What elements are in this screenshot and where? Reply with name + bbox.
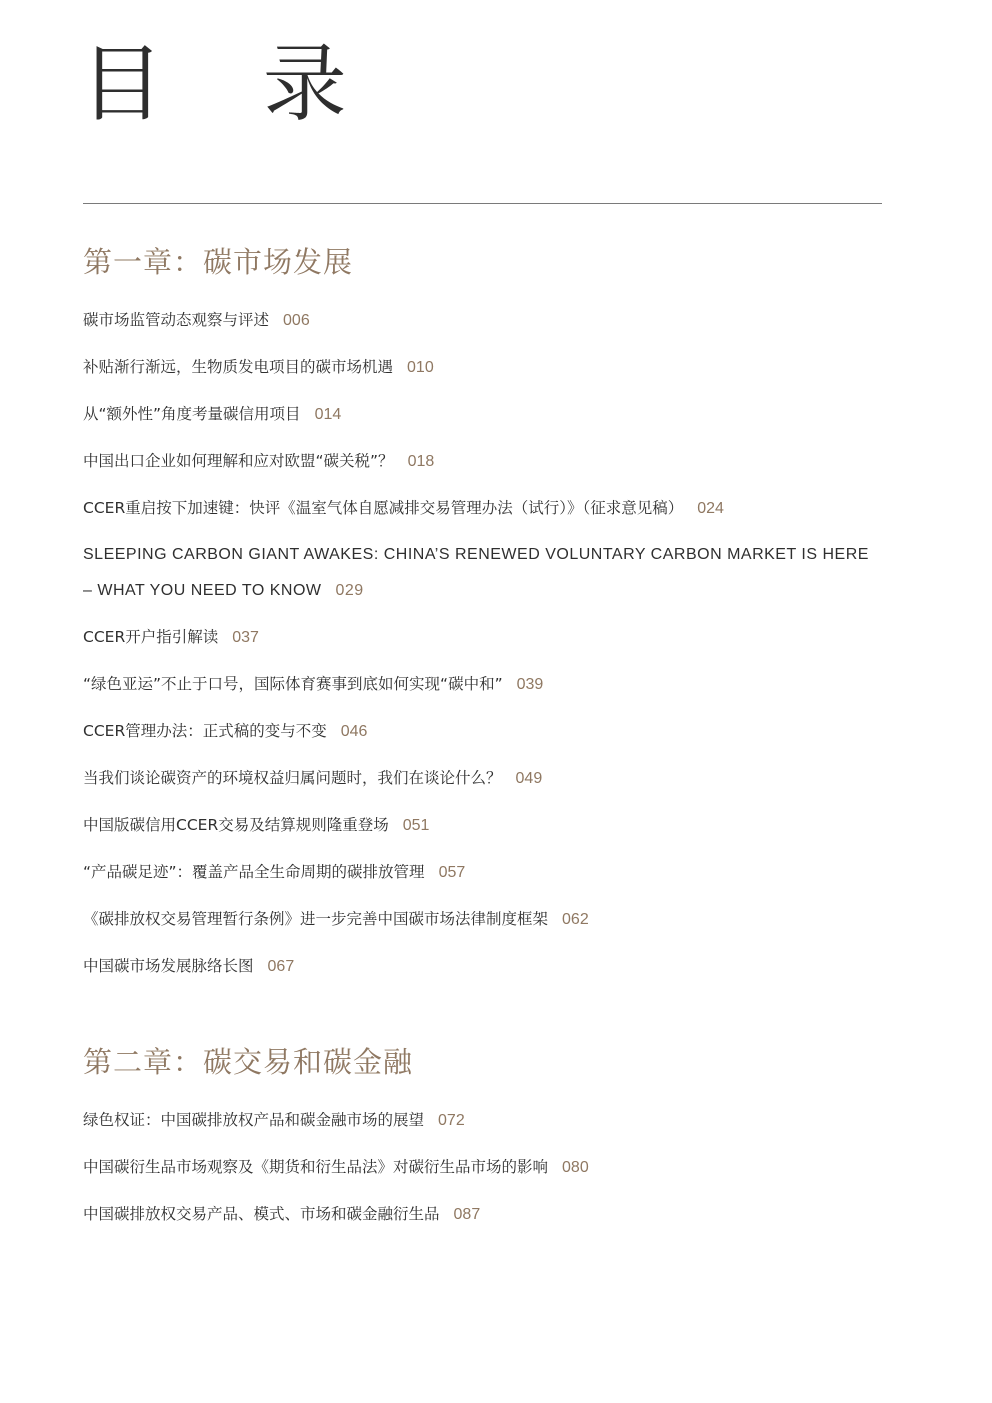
- toc-item[interactable]: [83, 1102, 883, 1139]
- toc-item-page: 018: [407, 453, 435, 470]
- toc-item[interactable]: [83, 302, 883, 339]
- toc-item[interactable]: [83, 1196, 883, 1233]
- toc-item-page: 072: [438, 1112, 465, 1129]
- toc-item-page: 067: [267, 958, 295, 975]
- toc-item[interactable]: [83, 619, 883, 656]
- toc-item-title: 从“额外性”角度考量碳信用项目: [83, 405, 301, 423]
- toc-item-title: CCER管理办法：正式稿的变与不变: [83, 722, 327, 740]
- toc-item-title: 当我们谈论碳资产的环境权益归属问题时，我们在谈论什么？: [83, 769, 502, 787]
- toc-item-title: 中国版碳信用CCER交易及结算规则隆重登场: [83, 816, 389, 834]
- toc-item[interactable]: [83, 948, 883, 985]
- toc-item-title: “绿色亚运”不止于口号，国际体育赛事到底如何实现“碳中和”: [83, 675, 503, 693]
- toc-item-page: 006: [283, 312, 310, 329]
- chapter-1: [83, 240, 883, 995]
- toc-item-page: 051: [402, 817, 430, 834]
- toc-item-page: 049: [515, 770, 543, 787]
- toc-item[interactable]: [83, 537, 883, 609]
- toc-item-title: 中国碳衍生品市场观察及《期货和衍生品法》对碳衍生品市场的影响: [83, 1158, 549, 1176]
- toc-item[interactable]: [83, 349, 883, 386]
- toc-item[interactable]: [83, 443, 883, 480]
- toc-item-page: 080: [562, 1159, 589, 1176]
- chapter-heading: 第一章：碳市场发展: [83, 245, 354, 279]
- toc-item[interactable]: [83, 396, 883, 433]
- toc-item[interactable]: [83, 854, 883, 891]
- toc-item-page: 046: [340, 723, 368, 740]
- toc-item-page: 037: [232, 629, 259, 646]
- toc-item-title: 《碳排放权交易管理暂行条例》进一步完善中国碳市场法律制度框架: [83, 910, 549, 928]
- toc-item-title: 中国碳排放权交易产品、模式、市场和碳金融衍生品: [83, 1205, 440, 1223]
- toc-item-page: 087: [453, 1206, 481, 1223]
- toc-item[interactable]: [83, 1149, 883, 1186]
- toc-item-title: 碳市场监管动态观察与评述: [83, 311, 270, 329]
- toc-item-page: 014: [314, 406, 342, 423]
- toc-item[interactable]: [83, 490, 883, 527]
- toc-item-title: 补贴渐行渐远，生物质发电项目的碳市场机遇: [83, 358, 394, 376]
- toc-item-page: 062: [562, 911, 589, 928]
- toc-item-page: 010: [407, 359, 434, 376]
- toc-item[interactable]: [83, 713, 883, 750]
- toc-item[interactable]: [83, 807, 883, 844]
- toc-item-page: 029: [335, 582, 364, 599]
- toc-item-page: 057: [438, 864, 466, 881]
- toc-item[interactable]: [83, 760, 883, 797]
- toc-item-title: 绿色权证：中国碳排放权产品和碳金融市场的展望: [83, 1111, 425, 1129]
- title-divider: [83, 203, 882, 204]
- toc-item-title: CCER重启按下加速键：快评《温室气体自愿减排交易管理办法（试行）》（征求意见稿）: [83, 499, 684, 517]
- toc-item-title: CCER开户指引解读: [83, 628, 219, 646]
- page-title: 目 录: [80, 35, 383, 133]
- toc-item-page: 039: [516, 676, 544, 693]
- toc-item-title: 中国出口企业如何理解和应对欧盟“碳关税”？: [83, 452, 394, 470]
- toc-item[interactable]: [83, 901, 883, 938]
- toc-item-title: 中国碳市场发展脉络长图: [83, 957, 254, 975]
- chapter-heading: 第二章：碳交易和碳金融: [83, 1045, 414, 1079]
- toc-item-title: SLEEPING CARBON GIANT AWAKES: CHINA’S RENEWED VOLUNTARY CARBON MARKET IS HERE – WHAT YOU NEED TO KNOW: [83, 546, 869, 599]
- toc-list: [83, 302, 883, 985]
- toc-item-page: 024: [697, 500, 724, 517]
- toc-list: [83, 1102, 883, 1233]
- chapter-2: [83, 1040, 883, 1243]
- toc-item[interactable]: [83, 666, 883, 703]
- toc-item-title: “产品碳足迹”：覆盖产品全生命周期的碳排放管理: [83, 863, 425, 881]
